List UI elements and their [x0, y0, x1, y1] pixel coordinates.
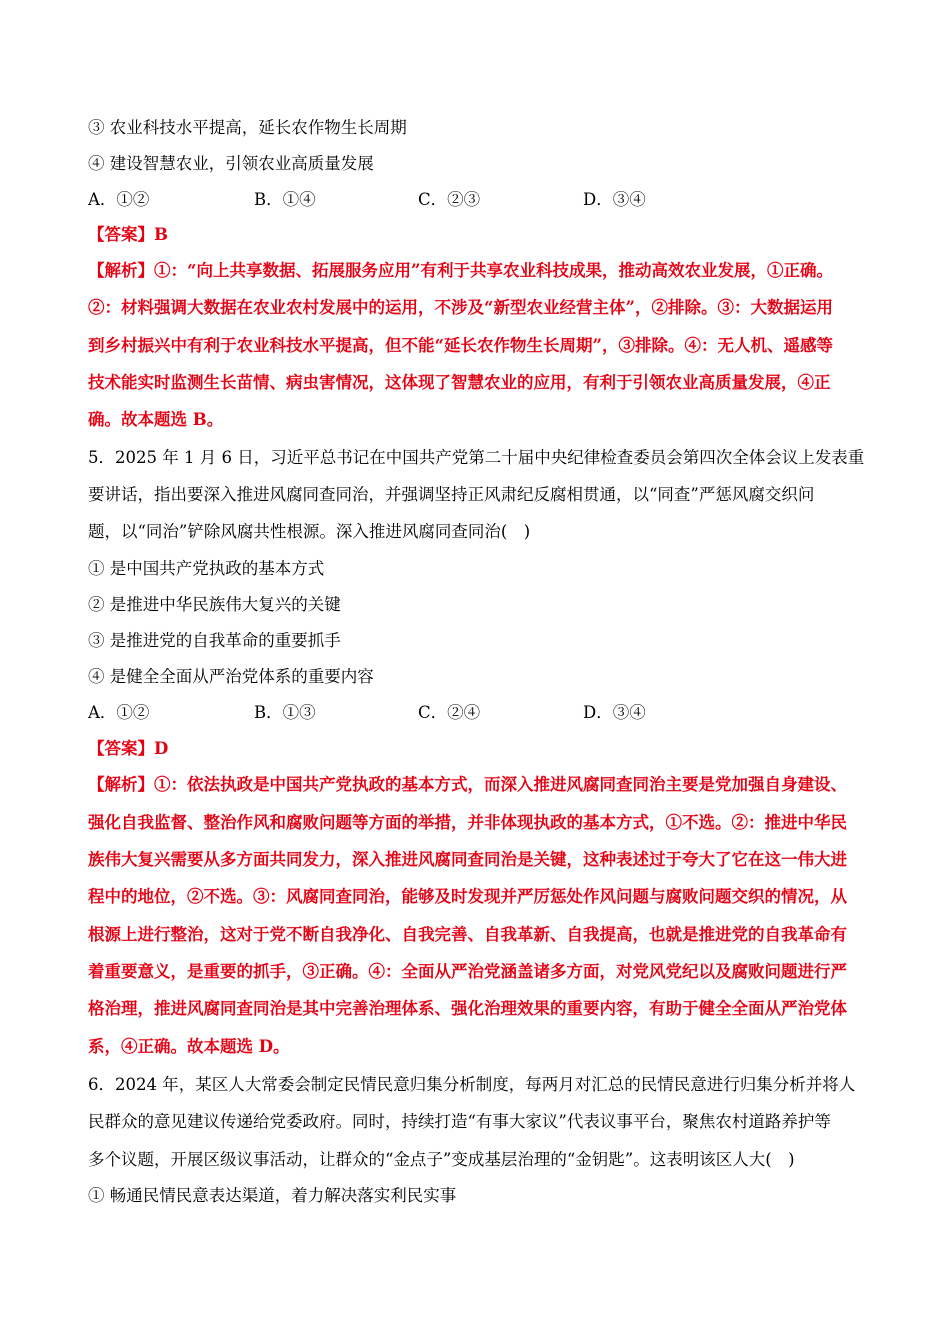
q5-item-4: ④ 是健全全面从严治党体系的重要内容: [88, 667, 374, 686]
q5-item-1: ① 是中国共产党执政的基本方式: [88, 559, 325, 578]
q6-stem-line: 6．2024 年，某区人大常委会制定民情民意归集分析制度，每两月对汇总的民情民意进行归集分析并将人: [88, 1075, 856, 1094]
q5-item-2: ② 是推进中华民族伟大复兴的关键: [88, 595, 341, 614]
q4-answer-value: B: [154, 225, 168, 244]
q4-answer-label: 【答案】: [88, 225, 154, 244]
q4-analysis-line: ②：材料强调大数据在农业农村发展中的运用，不涉及“新型农业经营主体”，②排除。③：大数据运用: [88, 298, 833, 317]
q4-analysis-line: 到乡村振兴中有利于农业科技水平提高，但不能“延长农作物生长周期”，③排除。④：无人机、遥感等: [88, 336, 833, 355]
q4-analysis-line: 确。故本题选 B。: [88, 410, 224, 429]
q4-analysis-line: [88, 260, 833, 282]
q4-analysis-label: 【解析】: [88, 261, 154, 280]
q5-option-d: D．③④: [583, 703, 646, 722]
q5-option-a: A．①②: [88, 703, 150, 722]
q6-stem-line: 民群众的意见建议传递给党委政府。同时，持续打造“有事大家议”代表议事平台，聚焦农村道路养护等: [88, 1112, 831, 1131]
q5-analysis-line: 根源上进行整治，这对于党不断自我净化、自我完善、自我革新、自我提高，也就是推进党的自我革命有: [88, 925, 847, 944]
q5-stem-line: 题，以“同治”铲除风腐共性根源。深入推进风腐同查同治( ): [88, 522, 531, 541]
q5-stem-line: 要讲话，指出要深入推进风腐同查同治，并强调坚持正风肃纪反腐相贯通，以“同查”严惩风腐交织问: [88, 485, 815, 504]
q5-analysis-line: 强化自我监督、整治作风和腐败问题等方面的举措，并非体现执政的基本方式，①不选。②：推进中华民: [88, 813, 847, 832]
q5-analysis-line: 族伟大复兴需要从多方面共同发力，深入推进风腐同查同治是关键，这种表述过于夸大了它在这一伟大进: [88, 850, 847, 869]
q5-answer-label: 【答案】: [88, 739, 154, 758]
q5-analysis-line: 系，④正确。故本题选 D。: [88, 1037, 290, 1056]
q5-analysis-text: ①：依法执政是中国共产党执政的基本方式，而深入推进风腐同查同治主要是党加强自身建设、: [154, 775, 847, 794]
q4-option-d: D．③④: [583, 190, 646, 209]
q4-item-4: ④ 建设智慧农业，引领农业高质量发展: [88, 154, 374, 173]
q6-item-1: ① 畅通民情民意表达渠道，着力解决落实利民实事: [88, 1186, 457, 1205]
q4-item-3: ③ 农业科技水平提高，延长农作物生长周期: [88, 118, 407, 137]
q5-analysis-line: [88, 774, 847, 796]
q4-option-b: B．①④: [254, 190, 316, 209]
q4-option-c: C．②③: [418, 190, 481, 209]
q5-analysis-line: 格治理，推进风腐同查同治是其中完善治理体系、强化治理效果的重要内容，有助于健全全面从严治党体: [88, 999, 847, 1018]
q5-analysis-line: 程中的地位，②不选。③：风腐同查同治，能够及时发现并严厉惩处作风问题与腐败问题交织的情况，从: [88, 887, 847, 906]
q4-analysis-line: 技术能实时监测生长苗情、病虫害情况，这体现了智慧农业的应用，有利于引领农业高质量发展，④正: [88, 373, 831, 392]
q4-analysis-text: ①：“向上共享数据、拓展服务应用”有利于共享农业科技成果，推动高效农业发展，①正确。: [154, 261, 833, 280]
q5-stem-line: 5．2025 年 1 月 6 日，习近平总书记在中国共产党第二十届中央纪律检查委员会第四次全体会议上发表重: [88, 448, 865, 467]
q5-analysis-line: 着重要意义，是重要的抓手，③正确。④：全面从严治党涵盖诸多方面，对党风党纪以及腐败问题进行严: [88, 962, 847, 981]
q4-option-a: A．①②: [88, 190, 150, 209]
q4-answer: [88, 224, 168, 246]
q5-analysis-label: 【解析】: [88, 775, 154, 794]
q5-option-c: C．②④: [418, 703, 481, 722]
q5-option-b: B．①③: [254, 703, 316, 722]
q5-answer-value: D: [154, 739, 169, 758]
q5-answer: [88, 738, 168, 760]
q5-item-3: ③ 是推进党的自我革命的重要抓手: [88, 631, 341, 650]
q6-stem-line: 多个议题，开展区级议事活动，让群众的“金点子”变成基层治理的“金钥匙”。这表明该区人大( ): [88, 1150, 795, 1169]
